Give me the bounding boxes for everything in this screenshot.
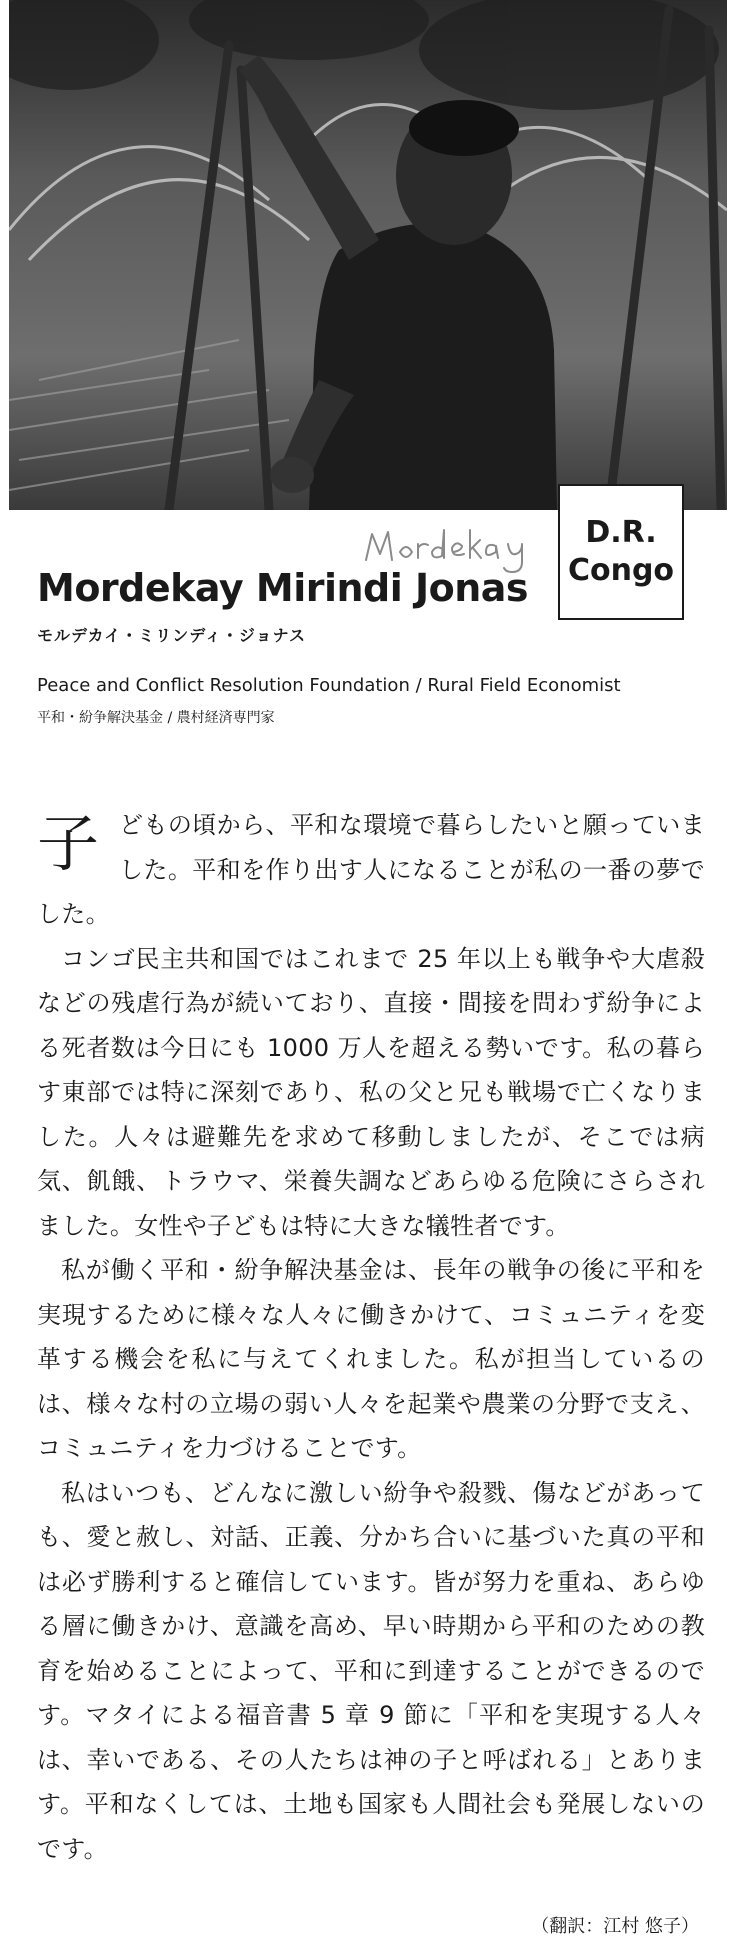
photo-illustration [9, 0, 727, 510]
organization-english: Peace and Conflict Resolution Foundation / Rural Field Economist [37, 675, 621, 696]
country-box [558, 484, 684, 620]
essay-paragraph-3: 私が働く平和・紛争解決基金は、長年の戦争の後に平和を実現するために様々な人々に働きかけて、コミュニティを変革する機会を私に与えてくれました。私が担当しているのは、様々な村の立場の弱い人々を起業や農業の分野で支え、コミュニティを力づけることです。 [37, 1256, 705, 1462]
paragraph-1-text: どもの頃から、平和な環境で暮らしたいと願っていました。平和を作り出す人になることが私の一番の夢でした。 [37, 811, 705, 928]
essay-body [37, 803, 705, 1871]
essay-paragraph-4: 私はいつも、どんなに激しい紛争や殺戮、傷などがあっても、愛と赦し、対話、正義、分かち合いに基づいた真の平和は必ず勝利すると確信しています。皆が努力を重ね、あらゆる層に働きかけ、意識を高め、早い時期から平和のための教育を始めることによって、平和に到達することができるのです。マタイによる福音書 5 章 9 節に「平和を実現する人々は、幸いである、その人たちは神の子と呼ばれる」とあります。平和なくしては、土地も国家も人間社会も発展しないのです。 [37, 1478, 705, 1863]
drop-cap: 子 [37, 807, 100, 880]
person-name-english: Mordekay Mirindi Jonas [37, 566, 529, 610]
profile-photo [9, 0, 727, 510]
person-name-japanese: モルデカイ・ミリンディ・ジョナス [37, 626, 306, 645]
country-line-2: Congo [567, 553, 675, 588]
essay-paragraph-2: コンゴ民主共和国ではこれまで 25 年以上も戦争や大虐殺などの残虐行為が続いており、直接・間接を問わず紛争による死者数は今日にも 1000 万人を超える勢いです。私の暮らす東部では特に深刻であり、私の父と兄も戦場で亡くなりました。人々は避難先を求めて移動しましたが、そこでは病気、飢餓、トラウマ、栄養失調などあらゆる危険にさらされました。女性や子どもは特に大きな犠牲者です。 [37, 944, 705, 1240]
essay-paragraph-1 [37, 803, 705, 937]
translator-credit: （翻訳：江村 悠子） [531, 1916, 699, 1937]
organization-japanese: 平和・紛争解決基金 / 農村経済専門家 [37, 710, 275, 726]
country-line-1: D.R. [585, 515, 657, 550]
